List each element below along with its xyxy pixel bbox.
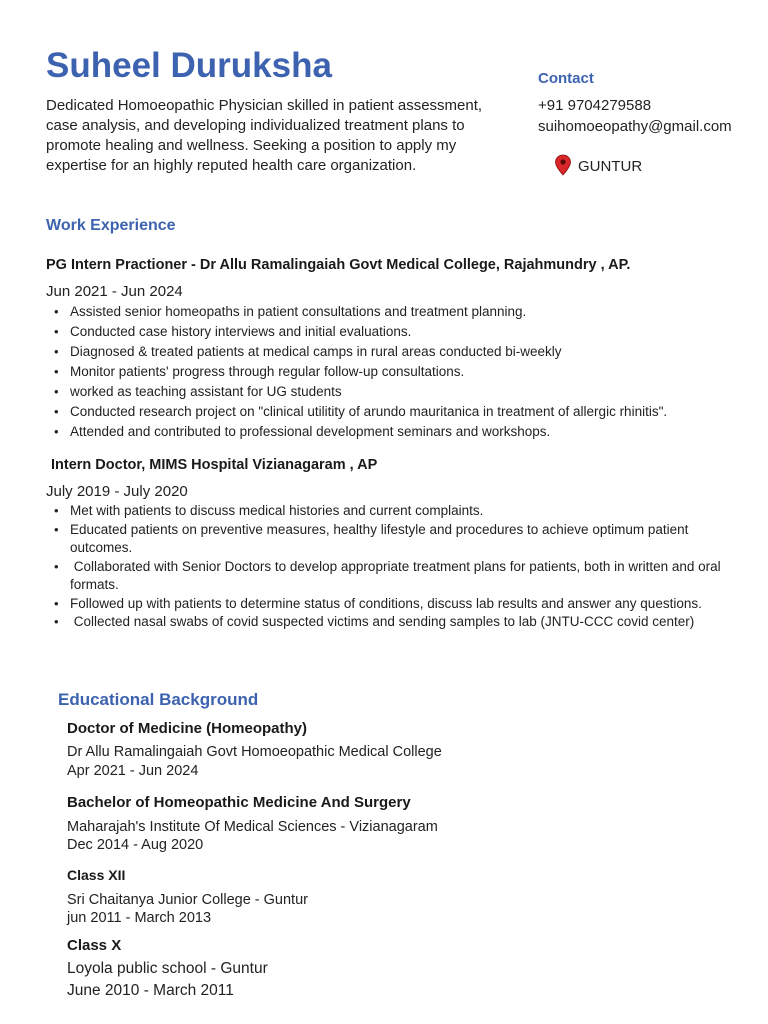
list-item: • Educated patients on preventive measures, healthy lifestyle and procedures to achieve optimum patient outcomes. (46, 521, 736, 558)
job-title: PG Intern Practioner - Dr Allu Ramalingaiah Govt Medical College, Rajahmundry , AP. (46, 257, 631, 273)
institution-name: Maharajah's Institute Of Medical Sciences - Vizianagaram (67, 819, 438, 835)
institution-name: Dr Allu Ramalingaiah Govt Homoeopathic Medical College (67, 744, 442, 760)
job-bullet-list (46, 502, 736, 632)
candidate-name: Suheel Duruksha (46, 46, 332, 85)
list-item: • Conducted research project on "clinical utilitity of arundo mauritanica in treatment of allergic rhinitis". (46, 402, 766, 422)
list-item: • Followed up with patients to determine status of conditions, discuss lab results and answer any questions. (46, 595, 736, 614)
work-experience-heading: Work Experience (46, 217, 176, 234)
contact-location (554, 154, 642, 176)
degree-title: Class XII (67, 867, 126, 883)
education-dates: jun 2011 - March 2013 (67, 910, 212, 926)
job-dates: July 2019 - July 2020 (46, 483, 188, 500)
contact-email: suihomoeopathy@gmail.com (538, 118, 732, 135)
education-heading: Educational Background (58, 690, 259, 709)
education-dates: Apr 2021 - Jun 2024 (67, 763, 199, 779)
contact-heading: Contact (538, 70, 594, 87)
degree-title: Doctor of Medicine (Homeopathy) (67, 720, 308, 737)
list-item: • Attended and contributed to professional development seminars and workshops. (46, 422, 766, 442)
institution-name: Loyola public school - Guntur (67, 960, 268, 977)
location-text: GUNTUR (578, 157, 643, 175)
list-item: • worked as teaching assistant for UG students (46, 382, 766, 402)
institution-name: Sri Chaitanya Junior College - Guntur (67, 892, 308, 908)
map-pin-icon (554, 154, 572, 176)
list-item: • Collaborated with Senior Doctors to develop appropriate treatment plans for patients, both in written and oral formats. (46, 558, 736, 595)
job-dates: Jun 2021 - Jun 2024 (46, 283, 183, 300)
education-dates: Dec 2014 - Aug 2020 (67, 837, 204, 853)
job-bullet-list (46, 302, 766, 442)
degree-title: Bachelor of Homeopathic Medicine And Surgery (67, 794, 411, 811)
contact-phone: +91 9704279588 (538, 97, 652, 114)
degree-title: Class X (67, 937, 122, 954)
list-item: • Assisted senior homeopaths in patient consultations and treatment planning. (46, 302, 766, 322)
list-item: • Monitor patients' progress through regular follow-up consultations. (46, 362, 766, 382)
list-item: • Conducted case history interviews and initial evaluations. (46, 322, 766, 342)
education-dates: June 2010 - March 2011 (67, 982, 234, 999)
list-item: • Collected nasal swabs of covid suspected victims and sending samples to lab (JNTU-CCC covid center) (46, 613, 736, 632)
list-item: • Diagnosed & treated patients at medical camps in rural areas conducted bi-weekly (46, 342, 766, 362)
profile-summary: Dedicated Homoeopathic Physician skilled in patient assessment, case analysis, and developing individualized treatment plans to promote healing and wellness. Seeking a position to apply my expertise for an highly reputed health care organization. (46, 97, 483, 174)
list-item: • Met with patients to discuss medical histories and current complaints. (46, 502, 736, 521)
job-title: Intern Doctor, MIMS Hospital Vizianagaram , AP (51, 457, 378, 473)
